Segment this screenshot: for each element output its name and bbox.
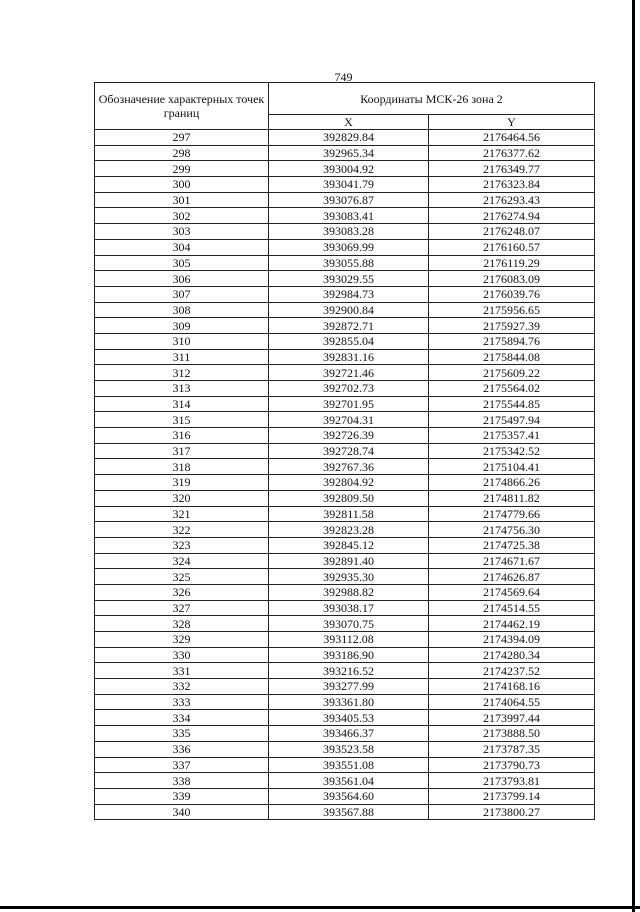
point-number-cell: 322 <box>95 522 269 538</box>
point-number-cell: 338 <box>95 773 269 789</box>
x-coordinate-cell: 392811.58 <box>269 506 429 522</box>
table-row <box>95 459 595 475</box>
point-number-cell: 319 <box>95 475 269 491</box>
point-number-cell: 326 <box>95 584 269 600</box>
x-coordinate-cell: 393466.37 <box>269 726 429 742</box>
point-number-cell: 316 <box>95 428 269 444</box>
x-coordinate-cell: 392872.71 <box>269 318 429 334</box>
point-number-cell: 331 <box>95 663 269 679</box>
point-number-cell: 333 <box>95 694 269 710</box>
x-coordinate-cell: 392935.30 <box>269 569 429 585</box>
table-row <box>95 616 595 632</box>
x-coordinate-cell: 393361.80 <box>269 694 429 710</box>
x-coordinate-cell: 393029.55 <box>269 271 429 287</box>
page-border-right <box>632 0 635 912</box>
point-number-cell: 336 <box>95 741 269 757</box>
x-coordinate-cell: 393567.88 <box>269 804 429 820</box>
y-coordinate-cell: 2176083.09 <box>429 271 595 287</box>
x-coordinate-cell: 393083.41 <box>269 208 429 224</box>
y-coordinate-cell: 2176160.57 <box>429 239 595 255</box>
y-coordinate-cell: 2176274.94 <box>429 208 595 224</box>
table-row <box>95 726 595 742</box>
y-coordinate-cell: 2176039.76 <box>429 286 595 302</box>
y-coordinate-cell: 2173787.35 <box>429 741 595 757</box>
point-number-cell: 334 <box>95 710 269 726</box>
x-coordinate-cell: 393405.53 <box>269 710 429 726</box>
table-row <box>95 632 595 648</box>
x-coordinate-cell: 393041.79 <box>269 177 429 193</box>
point-number-cell: 321 <box>95 506 269 522</box>
x-coordinate-cell: 392900.84 <box>269 302 429 318</box>
y-coordinate-cell: 2174756.30 <box>429 522 595 538</box>
y-coordinate-cell: 2175104.41 <box>429 459 595 475</box>
table-row <box>95 396 595 412</box>
table-row <box>95 145 595 161</box>
y-coordinate-cell: 2174866.26 <box>429 475 595 491</box>
table-row <box>95 318 595 334</box>
table-row <box>95 710 595 726</box>
x-coordinate-cell: 392804.92 <box>269 475 429 491</box>
x-coordinate-cell: 392823.28 <box>269 522 429 538</box>
y-coordinate-cell: 2176349.77 <box>429 161 595 177</box>
point-number-cell: 317 <box>95 443 269 459</box>
table-row <box>95 490 595 506</box>
x-coordinate-cell: 393070.75 <box>269 616 429 632</box>
x-coordinate-cell: 393216.52 <box>269 663 429 679</box>
x-coordinate-cell: 392855.04 <box>269 333 429 349</box>
x-coordinate-cell: 393551.08 <box>269 757 429 773</box>
table-row <box>95 428 595 444</box>
header-y: Y <box>429 115 595 130</box>
table-row <box>95 757 595 773</box>
point-number-cell: 329 <box>95 632 269 648</box>
point-number-cell: 300 <box>95 177 269 193</box>
table-row <box>95 271 595 287</box>
point-number-cell: 298 <box>95 145 269 161</box>
y-coordinate-cell: 2176293.43 <box>429 192 595 208</box>
y-coordinate-cell: 2173800.27 <box>429 804 595 820</box>
point-number-cell: 339 <box>95 788 269 804</box>
y-coordinate-cell: 2173790.73 <box>429 757 595 773</box>
point-number-cell: 297 <box>95 130 269 146</box>
y-coordinate-cell: 2174280.34 <box>429 647 595 663</box>
x-coordinate-cell: 392721.46 <box>269 365 429 381</box>
table-row <box>95 804 595 820</box>
point-number-cell: 301 <box>95 192 269 208</box>
point-number-cell: 337 <box>95 757 269 773</box>
table-row <box>95 255 595 271</box>
y-coordinate-cell: 2174514.55 <box>429 600 595 616</box>
table-row <box>95 381 595 397</box>
y-coordinate-cell: 2175844.08 <box>429 349 595 365</box>
page-number: 749 <box>334 70 353 84</box>
table-row <box>95 177 595 193</box>
x-coordinate-cell: 393083.28 <box>269 224 429 240</box>
x-coordinate-cell: 393523.58 <box>269 741 429 757</box>
point-number-cell: 311 <box>95 349 269 365</box>
x-coordinate-cell: 392701.95 <box>269 396 429 412</box>
y-coordinate-cell: 2173799.14 <box>429 788 595 804</box>
point-number-cell: 313 <box>95 381 269 397</box>
y-coordinate-cell: 2176248.07 <box>429 224 595 240</box>
page-border-bottom <box>0 906 640 909</box>
y-coordinate-cell: 2174725.38 <box>429 537 595 553</box>
point-number-cell: 325 <box>95 569 269 585</box>
point-number-cell: 330 <box>95 647 269 663</box>
y-coordinate-cell: 2173997.44 <box>429 710 595 726</box>
point-number-cell: 314 <box>95 396 269 412</box>
y-coordinate-cell: 2175544.85 <box>429 396 595 412</box>
table-row <box>95 365 595 381</box>
x-coordinate-cell: 392965.34 <box>269 145 429 161</box>
y-coordinate-cell: 2173888.50 <box>429 726 595 742</box>
table-row <box>95 224 595 240</box>
y-coordinate-cell: 2174064.55 <box>429 694 595 710</box>
x-coordinate-cell: 393112.08 <box>269 632 429 648</box>
table-row <box>95 475 595 491</box>
table-row <box>95 584 595 600</box>
table-row <box>95 788 595 804</box>
x-coordinate-cell: 393055.88 <box>269 255 429 271</box>
y-coordinate-cell: 2176377.62 <box>429 145 595 161</box>
y-coordinate-cell: 2174626.87 <box>429 569 595 585</box>
table-row <box>95 161 595 177</box>
point-number-cell: 304 <box>95 239 269 255</box>
point-number-cell: 305 <box>95 255 269 271</box>
x-coordinate-cell: 392988.82 <box>269 584 429 600</box>
point-number-cell: 307 <box>95 286 269 302</box>
point-number-cell: 323 <box>95 537 269 553</box>
table-row <box>95 412 595 428</box>
table-row <box>95 647 595 663</box>
y-coordinate-cell: 2174671.67 <box>429 553 595 569</box>
point-number-cell: 318 <box>95 459 269 475</box>
table-row <box>95 286 595 302</box>
table-row <box>95 506 595 522</box>
y-coordinate-cell: 2174462.19 <box>429 616 595 632</box>
table-row <box>95 741 595 757</box>
y-coordinate-cell: 2173793.81 <box>429 773 595 789</box>
y-coordinate-cell: 2174168.16 <box>429 679 595 695</box>
x-coordinate-cell: 393561.04 <box>269 773 429 789</box>
table-row <box>95 239 595 255</box>
table-row <box>95 208 595 224</box>
x-coordinate-cell: 393076.87 <box>269 192 429 208</box>
table-row <box>95 694 595 710</box>
y-coordinate-cell: 2174394.09 <box>429 632 595 648</box>
x-coordinate-cell: 392829.84 <box>269 130 429 146</box>
table-row <box>95 192 595 208</box>
y-coordinate-cell: 2176323.84 <box>429 177 595 193</box>
x-coordinate-cell: 392809.50 <box>269 490 429 506</box>
x-coordinate-cell: 392704.31 <box>269 412 429 428</box>
point-number-cell: 299 <box>95 161 269 177</box>
x-coordinate-cell: 393069.99 <box>269 239 429 255</box>
table-row <box>95 522 595 538</box>
point-number-cell: 310 <box>95 333 269 349</box>
header-points: Обозначение характерных точек границ <box>95 83 269 130</box>
y-coordinate-cell: 2175927.39 <box>429 318 595 334</box>
point-number-cell: 335 <box>95 726 269 742</box>
x-coordinate-cell: 392728.74 <box>269 443 429 459</box>
point-number-cell: 309 <box>95 318 269 334</box>
y-coordinate-cell: 2175956.65 <box>429 302 595 318</box>
x-coordinate-cell: 392702.73 <box>269 381 429 397</box>
y-coordinate-cell: 2175894.76 <box>429 333 595 349</box>
header-coordinate-system: Координаты МСК-26 зона 2 <box>269 83 595 115</box>
point-number-cell: 302 <box>95 208 269 224</box>
table-row <box>95 773 595 789</box>
point-number-cell: 303 <box>95 224 269 240</box>
x-coordinate-cell: 392726.39 <box>269 428 429 444</box>
table-row <box>95 302 595 318</box>
header-x: X <box>269 115 429 130</box>
y-coordinate-cell: 2174237.52 <box>429 663 595 679</box>
table-row <box>95 130 595 146</box>
point-number-cell: 315 <box>95 412 269 428</box>
y-coordinate-cell: 2175357.41 <box>429 428 595 444</box>
y-coordinate-cell: 2174569.64 <box>429 584 595 600</box>
y-coordinate-cell: 2176119.29 <box>429 255 595 271</box>
point-number-cell: 312 <box>95 365 269 381</box>
point-number-cell: 308 <box>95 302 269 318</box>
table-row <box>95 537 595 553</box>
table-row <box>95 663 595 679</box>
x-coordinate-cell: 392767.36 <box>269 459 429 475</box>
y-coordinate-cell: 2174811.82 <box>429 490 595 506</box>
table-row <box>95 569 595 585</box>
table-row <box>95 553 595 569</box>
x-coordinate-cell: 392984.73 <box>269 286 429 302</box>
point-number-cell: 328 <box>95 616 269 632</box>
x-coordinate-cell: 393564.60 <box>269 788 429 804</box>
table-row <box>95 679 595 695</box>
y-coordinate-cell: 2175609.22 <box>429 365 595 381</box>
x-coordinate-cell: 392831.16 <box>269 349 429 365</box>
x-coordinate-cell: 392891.40 <box>269 553 429 569</box>
x-coordinate-cell: 392845.12 <box>269 537 429 553</box>
y-coordinate-cell: 2175342.52 <box>429 443 595 459</box>
point-number-cell: 327 <box>95 600 269 616</box>
x-coordinate-cell: 393038.17 <box>269 600 429 616</box>
point-number-cell: 340 <box>95 804 269 820</box>
point-number-cell: 306 <box>95 271 269 287</box>
table-row <box>95 333 595 349</box>
table-row <box>95 349 595 365</box>
x-coordinate-cell: 393186.90 <box>269 647 429 663</box>
point-number-cell: 324 <box>95 553 269 569</box>
table-row <box>95 443 595 459</box>
coordinates-table <box>94 82 595 820</box>
point-number-cell: 320 <box>95 490 269 506</box>
y-coordinate-cell: 2175564.02 <box>429 381 595 397</box>
x-coordinate-cell: 393277.99 <box>269 679 429 695</box>
y-coordinate-cell: 2174779.66 <box>429 506 595 522</box>
y-coordinate-cell: 2176464.56 <box>429 130 595 146</box>
y-coordinate-cell: 2175497.94 <box>429 412 595 428</box>
x-coordinate-cell: 393004.92 <box>269 161 429 177</box>
table-row <box>95 600 595 616</box>
point-number-cell: 332 <box>95 679 269 695</box>
